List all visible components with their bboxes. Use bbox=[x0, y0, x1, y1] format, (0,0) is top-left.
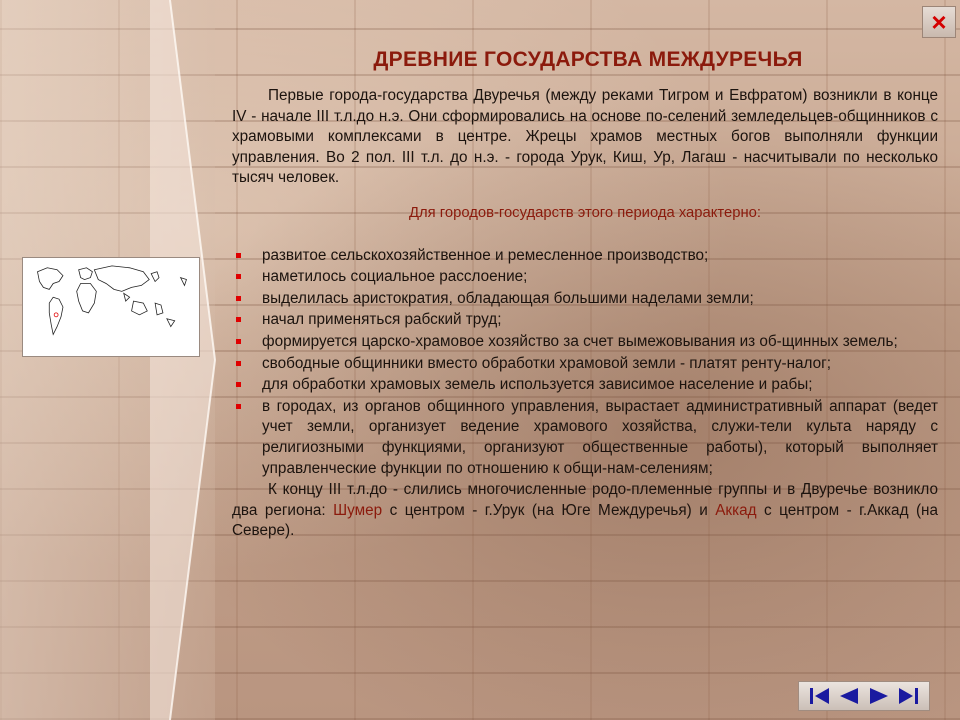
world-map-thumbnail[interactable] bbox=[22, 257, 200, 357]
list-item: свободные общинники вместо обработки храмовой земли - платят ренту-налог; bbox=[232, 354, 938, 375]
last-slide-icon bbox=[895, 685, 921, 707]
closing-paragraph bbox=[232, 480, 938, 542]
close-button[interactable]: × bbox=[922, 6, 956, 38]
next-slide-icon bbox=[866, 685, 892, 707]
previous-slide-icon bbox=[836, 685, 862, 707]
last-slide-button[interactable] bbox=[895, 685, 921, 707]
next-slide-button[interactable] bbox=[866, 685, 892, 707]
list-item: в городах, из органов общинного управления, вырастает административный аппарат (ведет учет земли, организует ведение храмового хозяйства, служи-тели культа наряду с религиозными функциями, организуют общественные работы), который выполняет управленческие функции по отношению к общи-нам-селениям; bbox=[232, 397, 938, 479]
closing-text-1: К концу III т.л.до - слились многочисленные родо-племенные группы и в Двуречье возникло два региона: bbox=[232, 481, 938, 519]
world-map-icon bbox=[23, 258, 199, 356]
list-item: формируется царско-храмовое хозяйство за счет вымежовывания из об-щинных земель; bbox=[232, 332, 938, 353]
page-title: ДРЕВНИЕ ГОСУДАРСТВА МЕЖДУРЕЧЬЯ bbox=[373, 48, 803, 71]
first-slide-icon bbox=[807, 685, 833, 707]
main-content bbox=[232, 86, 938, 542]
navigation-bar bbox=[798, 681, 930, 711]
closing-text-3: с центром - г.Аккад (на Севере). bbox=[232, 501, 938, 540]
previous-slide-button[interactable] bbox=[836, 685, 862, 707]
akkad-link[interactable]: Аккад bbox=[715, 501, 757, 519]
list-item: наметилось социальное расслоение; bbox=[232, 267, 938, 288]
arrow-shape bbox=[150, 0, 220, 720]
intro-paragraph: Первые города-государства Двуречья (между реками Тигром и Евфратом) возникли в конце IV - начале III т.л.до н.э. Они сформировались на основе по-селений земледельцев-общинников с храмовыми комплексами в центре. Жрецы храмов местных богов выполняли функции управления. Во 2 пол. III т.л. до н.э. - города Урук, Киш, Ур, Лагаш - насчитывали по несколько тысяч человек. bbox=[232, 87, 938, 187]
first-slide-button[interactable] bbox=[807, 685, 833, 707]
list-item: начал применяться рабский труд; bbox=[232, 310, 938, 331]
characteristics-list bbox=[232, 246, 938, 480]
list-item: выделилась аристократия, обладающая большими наделами земли; bbox=[232, 289, 938, 310]
closing-text-2: с центром - г.Урук (на Юге Междуречья) и bbox=[382, 501, 716, 519]
list-item: для обработки храмовых земель используется зависимое население и рабы; bbox=[232, 375, 938, 396]
sumer-link[interactable]: Шумер bbox=[333, 501, 383, 519]
subheading: Для городов-государств этого периода характерно: bbox=[409, 204, 761, 221]
list-item: развитое сельскохозяйственное и ремесленное производство; bbox=[232, 246, 938, 267]
